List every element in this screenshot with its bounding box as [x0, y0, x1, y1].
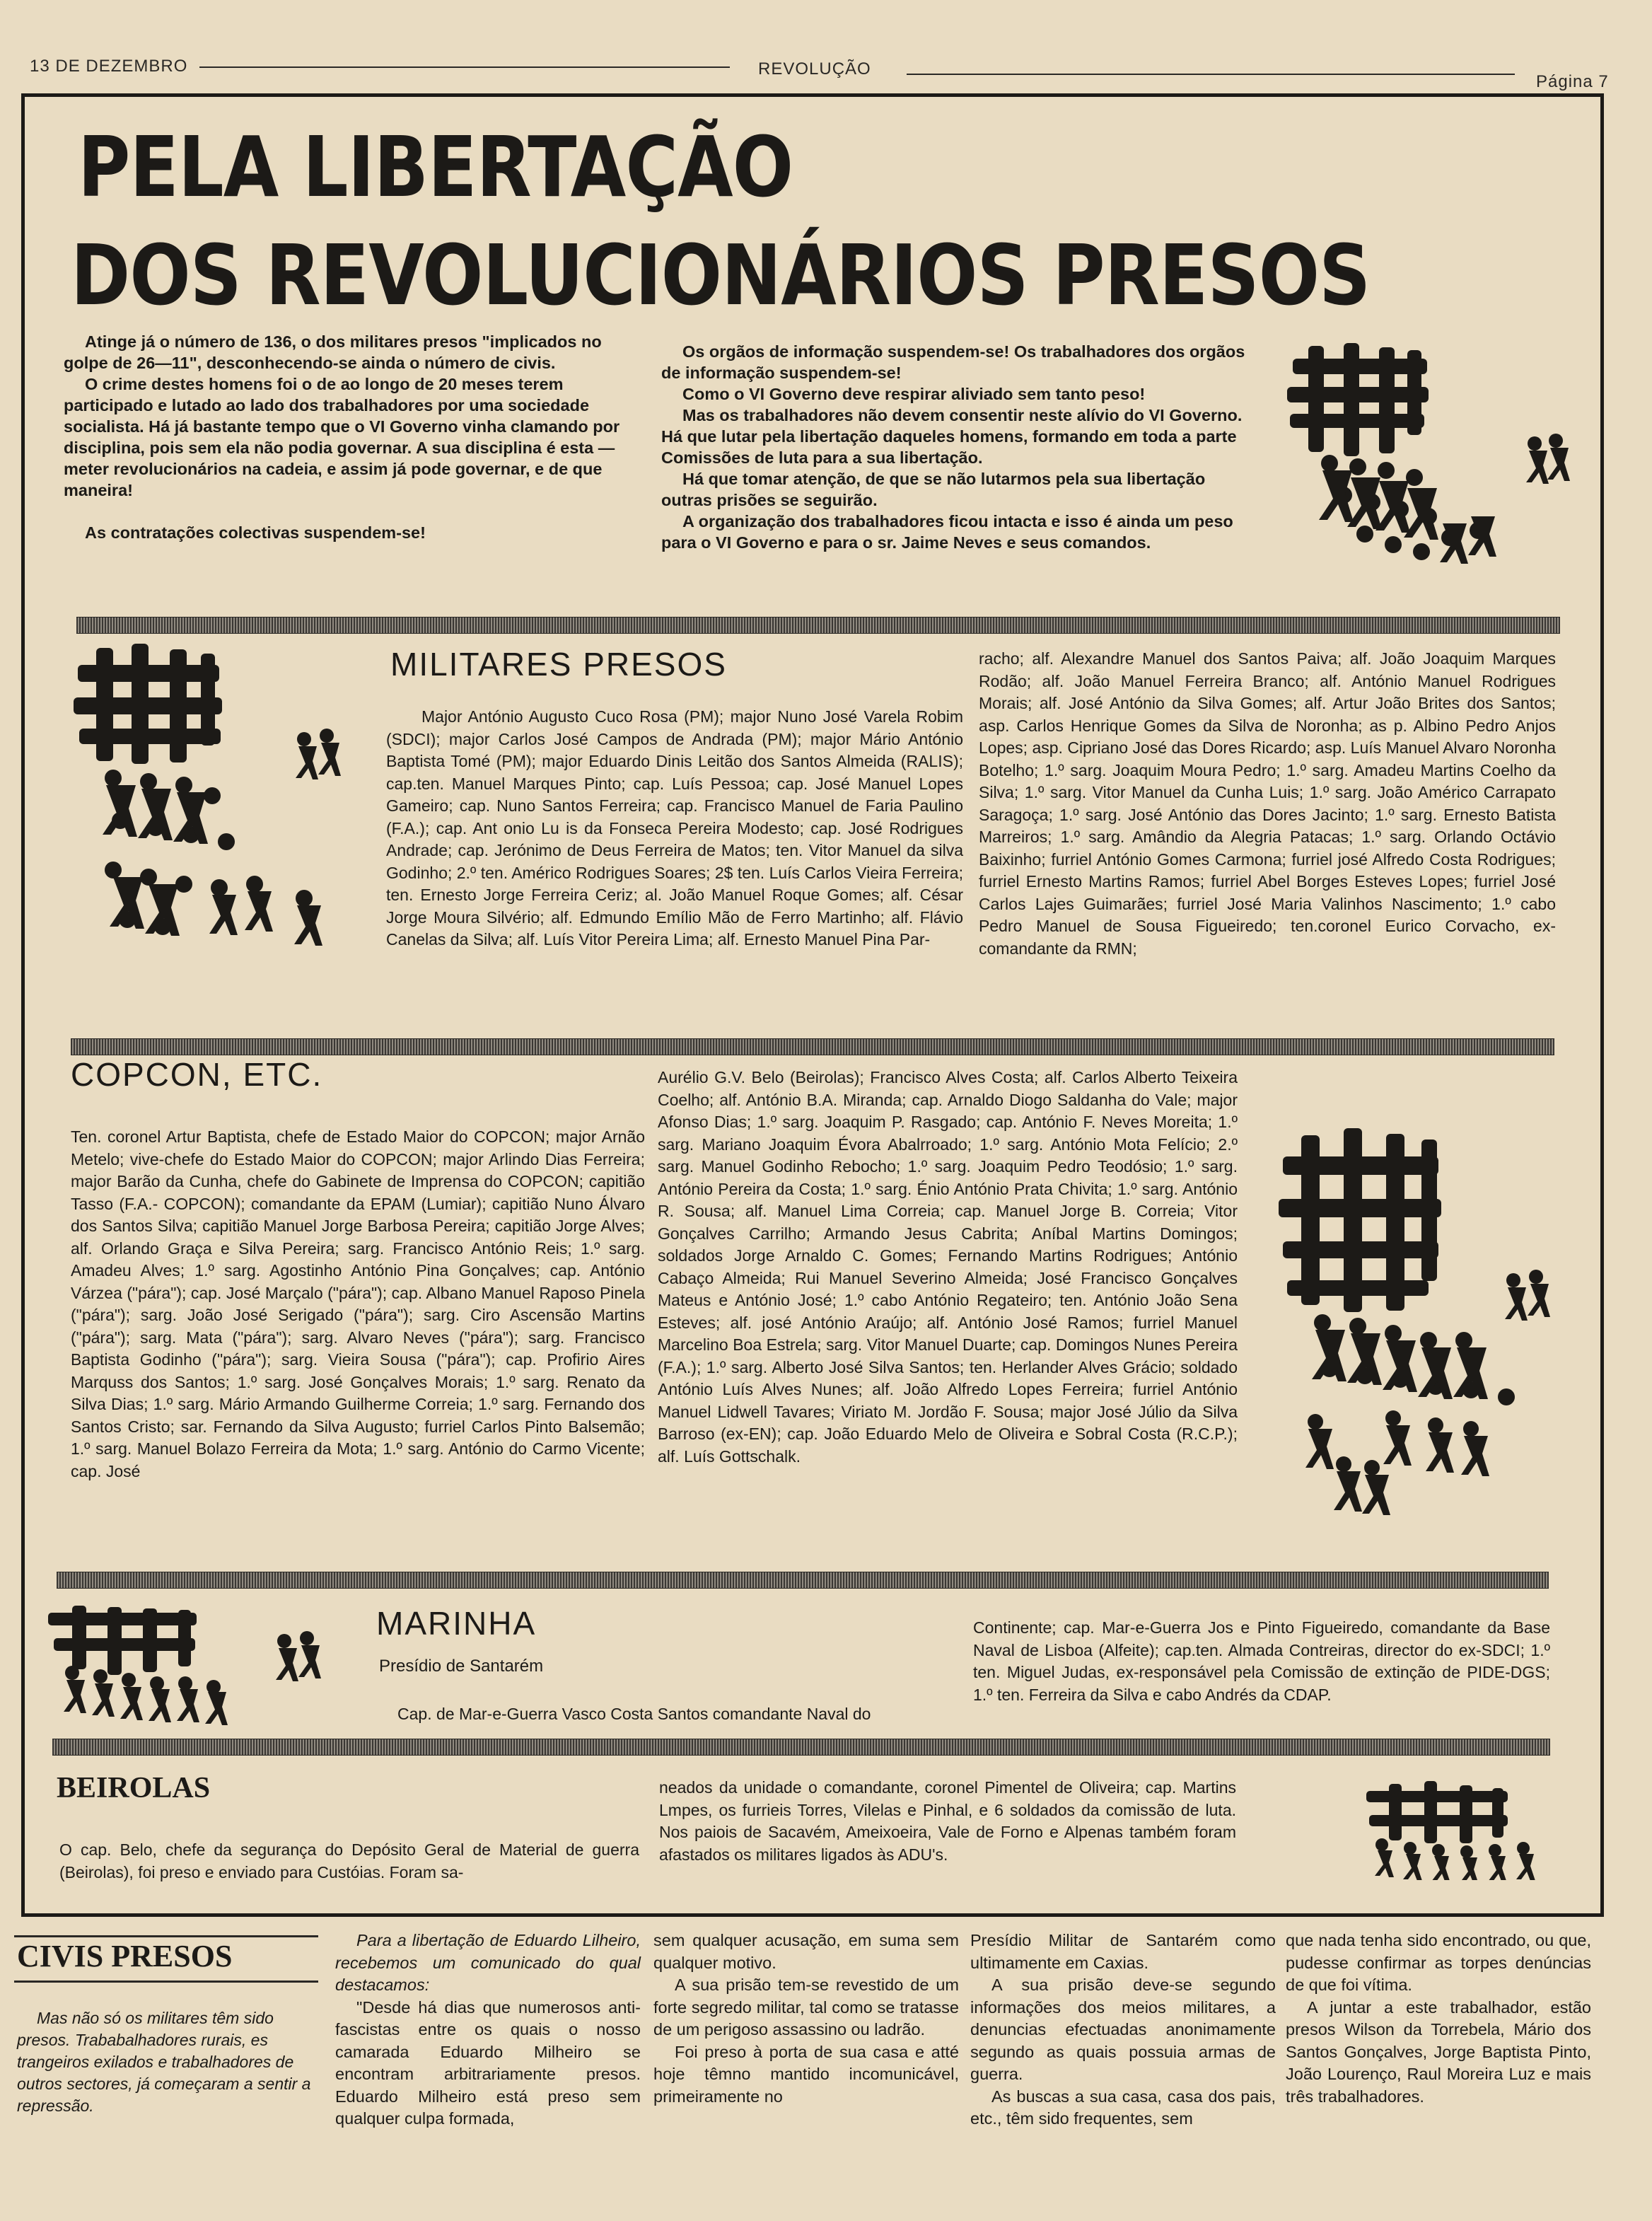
intro-p2: O crime destes homens foi o de ao longo de 20 meses terem participado e lutado ao lado dos trabalhadores por uma sociedade socialista. Há já bastante tempo que o VI Governo vinha clamando por disciplina, pois sem ela não podia governar. A sua disciplina é esta — meter revolucionários na cadeia, e assim já pode governar, e de que maneira!: [64, 375, 620, 499]
intro-p4: Os orgãos de informação suspendem-se! Os trabalhadores dos orgãos de informação suspendem-se!: [661, 342, 1245, 382]
intro-p5: Como o VI Governo deve respirar aliviado sem tanto peso!: [682, 385, 1146, 403]
civis-col5-p1: que nada tenha sido encontrado, ou que, pudesse confirmar as torpes denúncias de que foi vítima.: [1286, 1931, 1591, 1994]
civis-col3-p3: Foi preso à porta de sua casa e atté hoje têmno mantido incomunicável, primeiramente no: [653, 2042, 959, 2106]
civis-col5-p2: A juntar a este trabalhador, estão presos Wilson da Torrebela, Mário dos Santos Gonçalves, Jorge Baptista Pinto, João Lourenço, Raul Moreira Luz e mais três trabalhadores.: [1286, 1997, 1591, 2106]
civis-col2: [335, 1930, 641, 2130]
civis-col3-p2: A sua prisão tem-se revestido de um forte segredo militar, tal como se tratasse de um perigoso assassino ou ladrão.: [653, 1976, 959, 2039]
divider-bar-4: [52, 1739, 1550, 1756]
civis-rule-top: [14, 1935, 318, 1937]
marinha-col1: Cap. de Mar-e-Guerra Vasco Costa Santos comandante Naval do: [397, 1705, 871, 1723]
divider-bar-3: [57, 1572, 1549, 1589]
beirolas-title: BEIROLAS: [57, 1772, 211, 1804]
marinha-col2: Continente; cap. Mar-e-Guerra Jos e Pinto Figueiredo, comandante da Base Naval de Lisboa (Alfeite); cap.ten. Almada Contreiras, director do ex-SDCI; 1.º ten. Miguel Judas, ex-responsável pela Comissão de extinção de PIDE-DGS; 1.º ten. Ferreira da Silva e cabo Andrés da CDAP.: [973, 1618, 1550, 1704]
masthead-paper: REVOLUÇÃO: [758, 59, 871, 79]
masthead-rule-right: [907, 74, 1515, 75]
marinha-subtitle: Presídio de Santarém: [379, 1657, 544, 1676]
headline-line2: DOS REVOLUCIONÁRIOS PRESOS: [71, 226, 1371, 324]
militares-col1: Major António Augusto Cuco Rosa (PM); major Nuno José Varela Robim (SDCI); major Carlos José Campos de Andrada (PM); major Mário António Baptista Tomé (PM); major Eduardo Dinis Leitão dos Santos Almeida (RALIS); cap.ten. Manuel Marques Pinto; cap. Luís Pessoa; cap. José Manuel Lopes Gameiro; cap. Nuno Santos Ferreira; cap. Francisco Manuel de Faria Paulino (F.A.); cap. Ant onio Lu is da Fonseca Pereira Modesto; cap. José Rodrigues Andrade; cap. Jerónimo de Deus Ferreira de Matos; ten. Vitor Manuel da silva Godinho; 2.º ten. Américo Rodrigues Soares; 2$ ten. Luís Carlos Vieira Ferreira; ten. Ernesto Jorge Ferreira Ceriz; al. João Manuel Roque Gomes; alf. César Jorge Moura Silvério; alf. Edmundo Emílio Mão de Ferro Martinho; alf. Flávio Canelas da Silva; alf. Luís Vitor Pereira Lima; alf. Ernesto Manuel Pina Par-: [386, 707, 963, 949]
masthead-rule-left: [199, 66, 730, 68]
intro-p1: Atinge já o número de 136, o dos militares presos "implicados no golpe de 26—11", desconhecendo-se ainda o número de civis.: [64, 332, 602, 372]
headline-line1: PELA LIBERTAÇÃO: [78, 118, 793, 216]
civis-col5: [1286, 1930, 1591, 2108]
civis-col4-p2: A sua prisão deve-se segundo informações dos meios militares, a denuncias efectuadas anonimamente segundo as quais possuia armas de guerra.: [970, 1976, 1276, 2083]
marinha-title: MARINHA: [376, 1605, 537, 1642]
civis-col3-p1: sem qualquer acusação, em suma sem qualquer motivo.: [653, 1931, 959, 1972]
prisoners-illustration-5: [1361, 1781, 1566, 1880]
civis-rule-bottom: [14, 1981, 318, 1983]
intro-p7: Há que tomar atenção, de que se não lutarmos pela sua libertação outras prisões se seguirão.: [661, 470, 1206, 509]
civis-col2-p1: Para a libertação de Eduardo Lilheiro, recebemos um comunicado do qual destacamos:: [335, 1931, 641, 1994]
beirolas-col2: neados da unidade o comandante, coronel Pimentel de Oliveira; cap. Martins Lmpes, os furrieis Torres, Vilelas e Pinhal, e 6 soldados da comissão de luta. Nos paiois de Sacavém, Ameixoeira, Vale de Forno e Alpenas também foram afastados os militares ligados às ADU's.: [659, 1778, 1236, 1864]
civis-intro: Mas não só os militares têm sido presos. Trababalhadores rurais, es trangeiros exilados e trabalhadores de outros sectores, já começaram a sentir a repressão.: [17, 2009, 311, 2115]
civis-title: CIVIS PRESOS: [17, 1939, 233, 1973]
prisoners-illustration-4: [44, 1606, 341, 1726]
militares-col2: racho; alf. Alexandre Manuel dos Santos Paiva; alf. João Joaquim Marques Rodão; alf. João Manuel Ferreira Branco; alf. António Manuel Rodrigues Morais; alf. José António da Silva Gomes; alf. Artur João Brites dos Santos; asp. Carlos Henrique Gomes da Silva de Noronha; as p. Albino Pedro Anjos Lopes; asp. Cipriano José das Dores Ricardo; asp. Luís Manuel Alvaro Noronha Botelho; 1.º sarg. Joaquim Moura Pedro; 1.º sarg. Amadeu Martins Coelho da Silva; 1.º sarg. Vitor Manuel da Cunha Luis; 1.º sarg. João Américo Carrapato Saragoça; 1.º sarg. José António das Dores Jacinto; 1.º sarg. Ernesto Batista Marreiros; 1.º sarg. Amândio da Alegria Patacas; 1.º sarg. Orlando Octávio Baixinho; furriel António Gomes Carmona; furriel josé Alfredo Costa Rodrigues; furriel Ernesto Martins Ramos; furriel Abel Borges Esteves Lopes; furriel José Carlos Lajes Guimarães; furriel José Maria Valinhos Nascimento; 1.º cabo Pedro Manuel de Sousa Figueiredo; ten.coronel Eurico Corvacho, ex-comandante da RMN;: [979, 649, 1556, 958]
militares-title: MILITARES PRESOS: [390, 646, 727, 683]
masthead-date: 13 DE DEZEMBRO: [30, 57, 188, 76]
intro-p6: Mas os trabalhadores não devem consentir neste alívio do VI Governo. Há que lutar pela libertação daqueles homens, formando em toda a parte Comissões de luta para a sua libertação.: [661, 406, 1243, 467]
divider-bar-1: [76, 617, 1560, 634]
prisoners-illustration-1: [1280, 343, 1577, 576]
civis-col2-p2: "Desde há dias que numerosos anti-fascistas entre os quais o nosso camarada Eduardo Milheiro se encontram arbitrariamente presos. Eduardo Milheiro está preso sem qualquer culpa formada,: [335, 1997, 641, 2128]
civis-col4-p3: As buscas a sua casa, casa dos pais, etc., têm sido frequentes, sem: [970, 2087, 1276, 2128]
prisoners-illustration-2: [71, 644, 354, 955]
intro-p8: A organização dos trabalhadores ficou intacta e isso é ainda um peso para o VI Governo e para o sr. Jaime Neves e seus comandos.: [661, 512, 1233, 552]
beirolas-col1: O cap. Belo, chefe da segurança do Depósito Geral de Material de guerra (Beirolas), foi preso e enviado para Custóias. Foram sa-: [59, 1840, 639, 1881]
copcon-col1: Ten. coronel Artur Baptista, chefe de Estado Maior do COPCON; major Arnão Metelo; vive-chefe do Estado Maior do COPCON; major Arlindo Dias Ferreira; major Barão da Cunha, chefe do Gabinete de Imprensa do COPCON; capitião Tasso (F.A.- COPCON); comandante da EPAM (Lumiar); capitião Nuno Álvaro dos Santos Silva; capitião Manuel Jorge Barbosa Pereira; capitião Jorge Alves; alf. Orlando Graça e Silva Pereira; sarg. Francisco António Reis; 1.º sarg. Amadeu Alves; 1.º sarg. Agostinho António Pina Gonçalves; cap. António Várzea ("pára"); cap. José Marçalo ("pára"); cap. Albano Manuel Raposo Pinela ("pára"); sarg. João José Serigado ("pára"); sarg. Ciro Ascensão Martins ("pára"); sarg. Mata ("pára"); sarg. Alvaro Neves ("pára"); sarg. Francisco Baptista Godinho ("pára"); sarg. Vieira Sousa ("pára"); cap. Profirio Aires Marquss dos Santos; 1.º sarg. José Gonçalves Morais; 1.º sarg. Renato da Silva Dias; 1.º sarg. Mário Armando Guilherme Correia; 1.º sarg. Fernando dos Santos Cristo; sar. Fernando da Silva Augusto; furriel Carlos Pinto Balsemão; 1.º sarg. Manuel Bolazo Ferreira da Mota; 1.º sarg. António do Carmo Vicente; cap. José: [71, 1127, 645, 1480]
civis-col3: [653, 1930, 959, 2108]
civis-col4-p1: Presídio Militar de Santarém como ultimamente em Caxias.: [970, 1931, 1276, 1972]
intro-col2: [661, 341, 1248, 553]
divider-bar-2: [71, 1038, 1554, 1055]
civis-col4: [970, 1930, 1276, 2130]
masthead-page: Página 7: [1536, 72, 1609, 91]
intro-col1: [64, 331, 644, 543]
prisoners-illustration-3: [1273, 1128, 1570, 1524]
intro-p3: As contratações colectivas suspendem-se!: [85, 523, 426, 542]
copcon-title: COPCON, ETC.: [71, 1056, 323, 1093]
copcon-col2: Aurélio G.V. Belo (Beirolas); Francisco Alves Costa; alf. Carlos Alberto Teixeira Coelho; alf. António B.A. Miranda; cap. Arnaldo Diogo Saldanha do Vale; major Afonso Dias; 1.º sarg. Joaquim P. Rasgado; cap. António F. Neves Moreita; 1.º sarg. Mariano Joaquim Évora Abalrroado; 1.º sarg. António Mota Felício; 2.º sarg. Manuel Godinho Rebocho; 1.º sarg. Joaquim Pedro Teodósio; 1.º sarg. António Pereira da Costa; 1.º sarg. Énio António Prata Chivita; 1.º sarg. António R. Sousa; alf. Manuel Lima Correia; cap. Manuel Jorge B. Correia; Vitor Gonçalves Carrilho; Armando Jesus Cabrita; Aníbal Martins Domingos; soldados Jorge Arnaldo C. Gomes; Fernando Martins Rodrigues; António Cabaço Almeida; Rui Manuel Severino Almeida; José Francisco Gonçalves Mateus e António José; 1.º cabo António Regateiro; ten. António João Sena Esteves; alf. josé António Araújo; alf. António José Ramos; furriel Manuel Marcelino Boa Estrela; sarg. Vitor Manuel Duarte; cap. Domingos Nunes Pereira (F.A.); 1.º sarg. Alberto José Silva Santos; ten. Herlander Alves Grácio; soldado António Luís Alves Nunes; alf. João Alfredo Lopes Ferreira; furriel António Manuel Lidwell Tavares; Viriato M. Jordão F. Sousa; major José Júlio da Silva Barroso (ex-EN); cap. João Eduardo Melo de Oliveira e Sobral Costa (R.C.P.); alf. Luís Gottschalk.: [658, 1068, 1238, 1466]
